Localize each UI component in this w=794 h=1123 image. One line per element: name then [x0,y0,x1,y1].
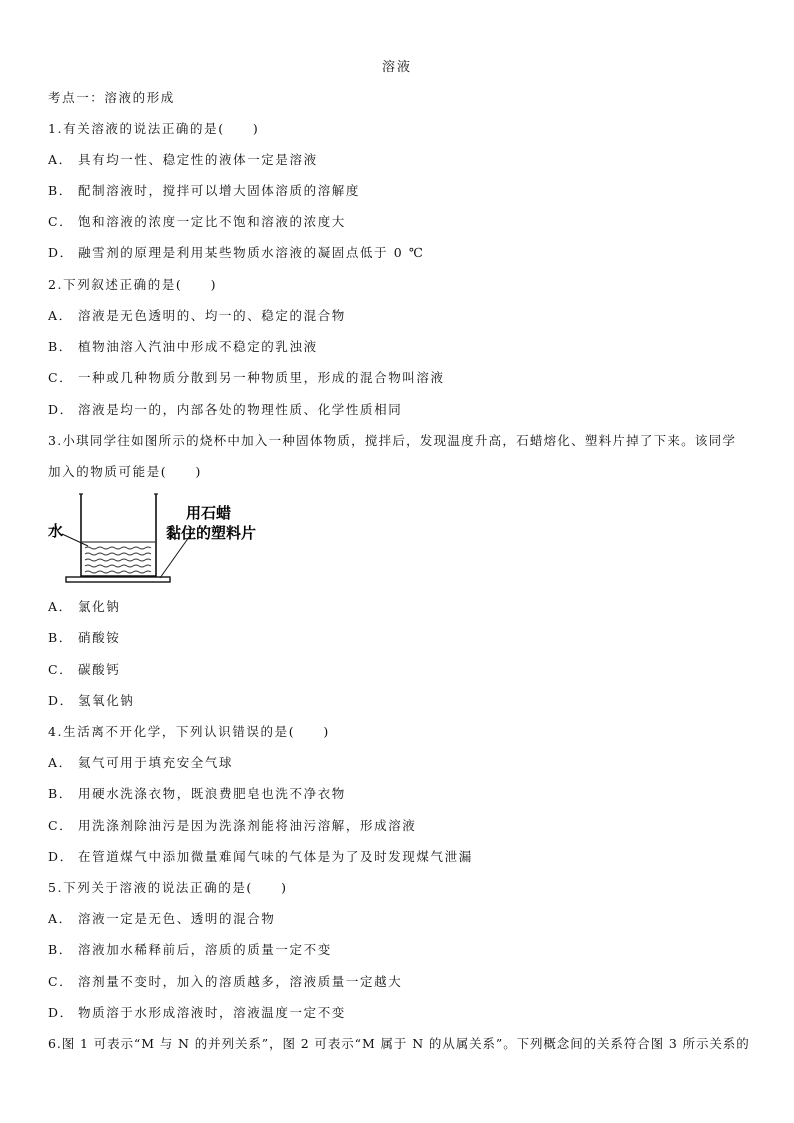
option-letter: A． [48,152,73,167]
option-letter: C． [48,214,74,229]
option-text: 溶液是无色透明的、均一的、稳定的混合物 [78,308,346,323]
question-3-stem-line-2: 加入的物质可能是( ) [48,464,202,479]
question-3-stem-line-1: 3.小琪同学往如图所示的烧杯中加入一种固体物质，搅拌后，发现温度升高，石蜡熔化、塑料片掉了下来。该同学 [48,433,737,448]
page-title: 溶液 [381,60,412,75]
option-text: 氦气可用于填充安全气球 [78,755,234,770]
option-letter: C． [48,974,74,989]
option-letter: D． [48,693,74,708]
water-pointer [62,534,88,546]
option-text: 用硬水洗涤衣物，既浪费肥皂也洗不净衣物 [78,786,346,801]
option-letter: D． [48,402,74,417]
question-1-option-b [48,183,360,199]
question-4-stem: 4.生活离不开化学，下列认识错误的是( ) [48,724,330,739]
option-text: 溶液一定是无色、透明的混合物 [78,911,276,926]
option-letter: C． [48,818,74,833]
option-letter: D． [48,1005,74,1020]
beaker-outline [81,494,156,576]
question-4-option-a [48,755,233,771]
option-text: 碳酸钙 [78,662,121,677]
option-text: 融雪剂的原理是利用某些物质水溶液的凝固点低于 0 ℃ [78,245,425,260]
option-letter: B． [48,630,73,645]
question-1-stem: 1.有关溶液的说法正确的是( ) [48,121,260,136]
question-2-option-b [48,339,318,355]
option-letter: B． [48,183,73,198]
question-1-option-c [48,214,346,230]
option-letter: C． [48,662,74,677]
section-heading: 考点一：溶液的形成 [48,90,175,105]
option-letter: B． [48,942,73,957]
question-3-option-b [48,630,120,646]
option-letter: B． [48,786,73,801]
option-letter: D． [48,245,74,260]
question-5-option-c [48,974,402,990]
option-text: 植物油溶入汽油中形成不稳定的乳浊液 [78,339,318,354]
option-text: 硝酸铵 [78,630,121,645]
water-label: 水 [48,522,64,540]
option-text: 一种或几种物质分散到另一种物质里，形成的混合物叫溶液 [78,370,445,385]
option-text: 具有均一性、稳定性的液体一定是溶液 [78,152,318,167]
question-4-option-b [48,786,346,802]
option-text: 物质溶于水形成溶液时，溶液温度一定不变 [78,1005,346,1020]
question-3-option-c [48,662,120,678]
question-1-option-a [48,152,318,168]
wax-label-line-2: 黏住的塑料片 [166,524,257,542]
question-6-stem: 6.图 1 可表示“M 与 N 的并列关系”，图 2 可表示“M 属于 N 的从属关系”。下列概念间的关系符合图 3 所示关系的 [48,1036,750,1051]
wax-label-line-1: 用石蜡 [186,504,232,522]
option-text: 氢氧化钠 [78,693,135,708]
question-2-option-a [48,308,346,324]
question-4-option-d [48,849,473,865]
option-text: 配制溶液时，搅拌可以增大固体溶质的溶解度 [78,183,361,198]
option-text: 用洗涤剂除油污是因为洗涤剂能将油污溶解，形成溶液 [78,818,417,833]
option-text: 溶液是均一的，内部各处的物理性质、化学性质相同 [78,402,403,417]
question-4-option-c [48,818,416,834]
option-letter: A． [48,755,73,770]
option-letter: C． [48,370,74,385]
option-text: 溶液加水稀释前后，溶质的质量一定不变 [78,942,332,957]
beaker-figure [48,490,258,586]
option-letter: A． [48,911,73,926]
question-2-option-d [48,402,402,418]
question-3-option-d [48,693,134,709]
question-5-stem: 5.下列关于溶液的说法正确的是( ) [48,880,288,895]
option-text: 饱和溶液的浓度一定比不饱和溶液的浓度大 [78,214,346,229]
question-3-option-a [48,599,120,615]
question-5-option-a [48,911,275,927]
option-text: 氯化钠 [78,599,121,614]
question-5-option-b [48,942,332,958]
question-2-option-c [48,370,445,386]
question-2-stem: 2.下列叙述正确的是( ) [48,277,218,292]
option-letter: A． [48,308,73,323]
option-letter: B． [48,339,73,354]
plastic-plate [66,577,170,582]
option-letter: D． [48,849,74,864]
water-waves [85,547,151,573]
option-text: 溶剂量不变时，加入的溶质越多，溶液质量一定越大 [78,974,403,989]
question-1-option-d [48,245,424,261]
question-5-option-d [48,1005,346,1021]
option-letter: A． [48,599,73,614]
option-text: 在管道煤气中添加微量难闻气味的气体是为了及时发现煤气泄漏 [78,849,473,864]
